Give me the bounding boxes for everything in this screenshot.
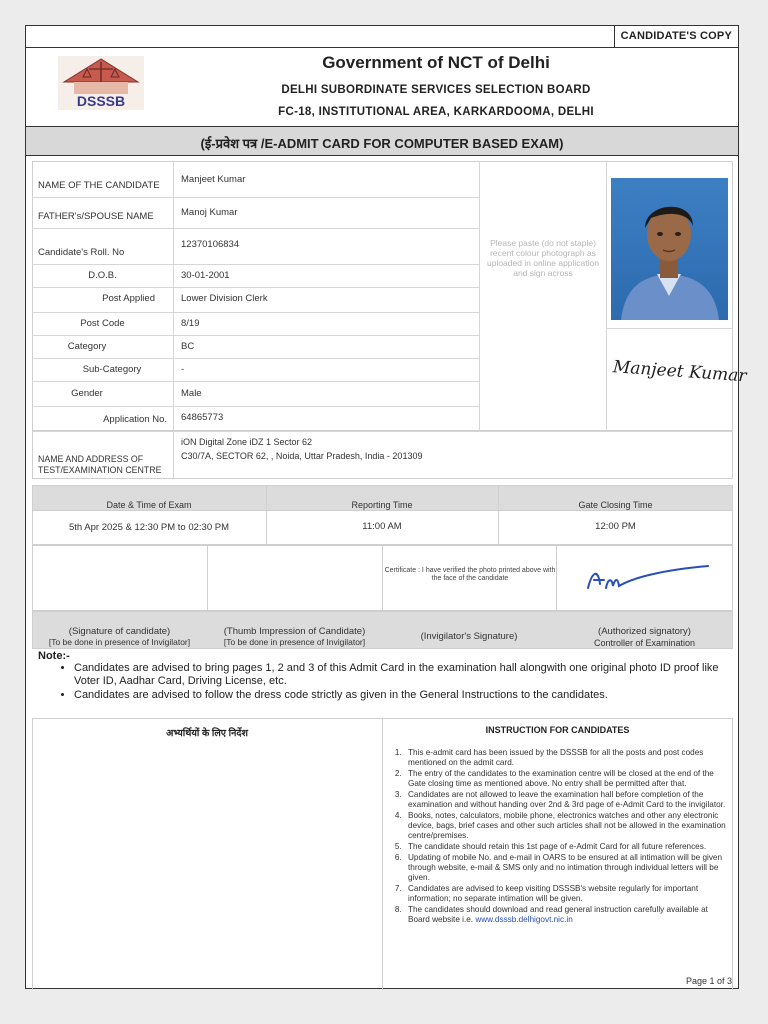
candidate-photo xyxy=(611,178,728,320)
sig-candidate-label: (Signature of candidate) xyxy=(68,626,171,637)
controller-signature xyxy=(582,560,712,600)
note-heading: Note:- xyxy=(38,650,70,662)
invigilator-signature-label: (Invigilator's Signature) xyxy=(420,631,518,642)
note-list xyxy=(54,662,730,703)
post-applied: Lower Division Clerk xyxy=(181,293,268,304)
instructions-list xyxy=(386,748,730,926)
header-gate-closing: Gate Closing Time xyxy=(578,500,653,510)
exam-date-time: 5th Apr 2025 & 12:30 PM to 02:30 PM xyxy=(68,522,230,533)
instruction-item-text: The candidates should download and read general instruction carefully available at Board website i.e. xyxy=(408,905,708,924)
note-item: • Candidates are advised to follow the dress code strictly as given in the General Instructions to the candidates. xyxy=(74,689,730,702)
header-date-time: Date & Time of Exam xyxy=(106,500,192,510)
instruction-item xyxy=(404,905,730,925)
controller-label: Controller of Examination xyxy=(593,638,696,648)
reporting-time: 11:00 AM xyxy=(362,521,402,532)
application-no: 64865773 xyxy=(181,412,224,423)
board-name: DELHI SUBORDINATE SERVICES SELECTION BOARD xyxy=(281,84,591,96)
board-website-link[interactable]: www.dsssb.delhigovt.nic.in xyxy=(475,915,573,924)
label-category: Category xyxy=(67,341,107,352)
instruction-item: 1. This e-admit card has been issued by the DSSSB for all the posts and post codes mentioned on the admit card. xyxy=(404,748,730,768)
label-gender: Gender xyxy=(71,388,103,399)
dob: 30-01-2001 xyxy=(181,270,230,281)
board-address: FC-18, INSTITUTIONAL AREA, KARKARDOOMA, DELHI xyxy=(278,106,594,118)
instruction-item: 5. The candidate should retain this 1st page of e-Admit Card for all future references. xyxy=(404,842,730,852)
category: BC xyxy=(181,341,195,352)
instruction-item: 2. The entry of the candidates to the examination centre will be closed at the end of the Gate closing time as mentioned above. No entry shall be permitted after that. xyxy=(404,769,730,789)
gate-closing-time: 12:00 PM xyxy=(595,521,636,532)
centre-line-2: C30/7A, SECTOR 62, , Noida, Uttar Pradesh, India - 201309 xyxy=(181,451,423,461)
header-reporting-time: Reporting Time xyxy=(351,500,413,510)
instruction-item: 7. Candidates are advised to keep visiting DSSSB's website regularly for important information; no separate intimation will be given. xyxy=(404,884,730,904)
thumb-impression-label: (Thumb Impression of Candidate) xyxy=(223,626,366,637)
note-item: • Candidates are advised to bring pages 1, 2 and 3 of this Admit Card in the examination hall alongwith one original photo ID proof like Voter ID, Aadhar Card, Driving License, etc. xyxy=(74,662,730,688)
admit-card-title: (ई-प्रवेश पत्र /E-ADMIT CARD FOR COMPUTER BASED EXAM) xyxy=(26,126,738,156)
label-candidate-name: NAME OF THE CANDIDATE xyxy=(38,180,160,191)
label-post-applied: Post Applied xyxy=(102,293,155,304)
signature-text: Manjeet Kumar xyxy=(612,357,748,387)
government-title: Government of NCT of Delhi xyxy=(322,53,550,72)
roll-no: 12370106834 xyxy=(181,239,240,250)
sig-candidate-note: [To be done in presence of Invigilator] xyxy=(48,637,191,647)
label-father-name: FATHER's/SPOUSE NAME xyxy=(38,211,154,222)
sub-category: - xyxy=(181,364,185,375)
dsssb-logo xyxy=(58,56,144,110)
hindi-instructions-heading: अभ्यर्थियों के लिए निर्देश xyxy=(166,728,248,739)
label-exam-centre: NAME AND ADDRESS OF TEST/EXAMINATION CENTRE xyxy=(38,454,162,475)
label-application-no: Application No. xyxy=(103,414,167,425)
label-sub-category: Sub-Category xyxy=(82,364,142,375)
authorized-signatory-label: (Authorized signatory) xyxy=(598,626,691,637)
photo-placeholder-text: Please paste (do not staple) recent colour photograph as uploaded in online application and sign across xyxy=(486,238,599,278)
invigilator-certificate: Certificate : I have verified the photo printed above with the face of the candidate xyxy=(384,567,556,582)
gender: Male xyxy=(181,388,202,399)
instruction-item: 6. Updating of mobile No. and e-mail in OARS to be ensured at all intimation will be given through website, e-mail & SMS only and no intimation through individual letters will be given. xyxy=(404,853,730,883)
post-code: 8/19 xyxy=(181,318,200,329)
logo-text: DSSSB xyxy=(76,93,126,109)
candidate-name: Manjeet Kumar xyxy=(181,174,246,185)
admit-card-sheet xyxy=(25,25,748,989)
english-instructions-heading: INSTRUCTION FOR CANDIDATES xyxy=(485,725,630,735)
instruction-item: 4. Books, notes, calculators, mobile phone, electronics watches and other any electronic device, bags, brief cases and other such articles shall not be allowed in the examination centre/premises. xyxy=(404,811,730,841)
candidate-signature xyxy=(611,344,748,394)
instruction-item: 3. Candidates are not allowed to leave the examination hall before completion of the examination and without handing over 2nd & 3rd page of e-Admit Card to the invigilator. xyxy=(404,790,730,810)
candidate-copy-tag: CANDIDATE'S COPY xyxy=(614,26,738,47)
label-post-code: Post Code xyxy=(80,318,125,329)
father-name: Manoj Kumar xyxy=(181,207,238,218)
centre-line-1: iON Digital Zone iDZ 1 Sector 62 xyxy=(181,437,313,447)
page-number: Page 1 of 3 xyxy=(685,976,732,986)
thumb-impression-note: [To be done in presence of Invigilator] xyxy=(223,637,366,647)
label-dob: D.O.B. xyxy=(88,270,117,281)
label-roll-no: Candidate's Roll. No xyxy=(38,247,125,258)
